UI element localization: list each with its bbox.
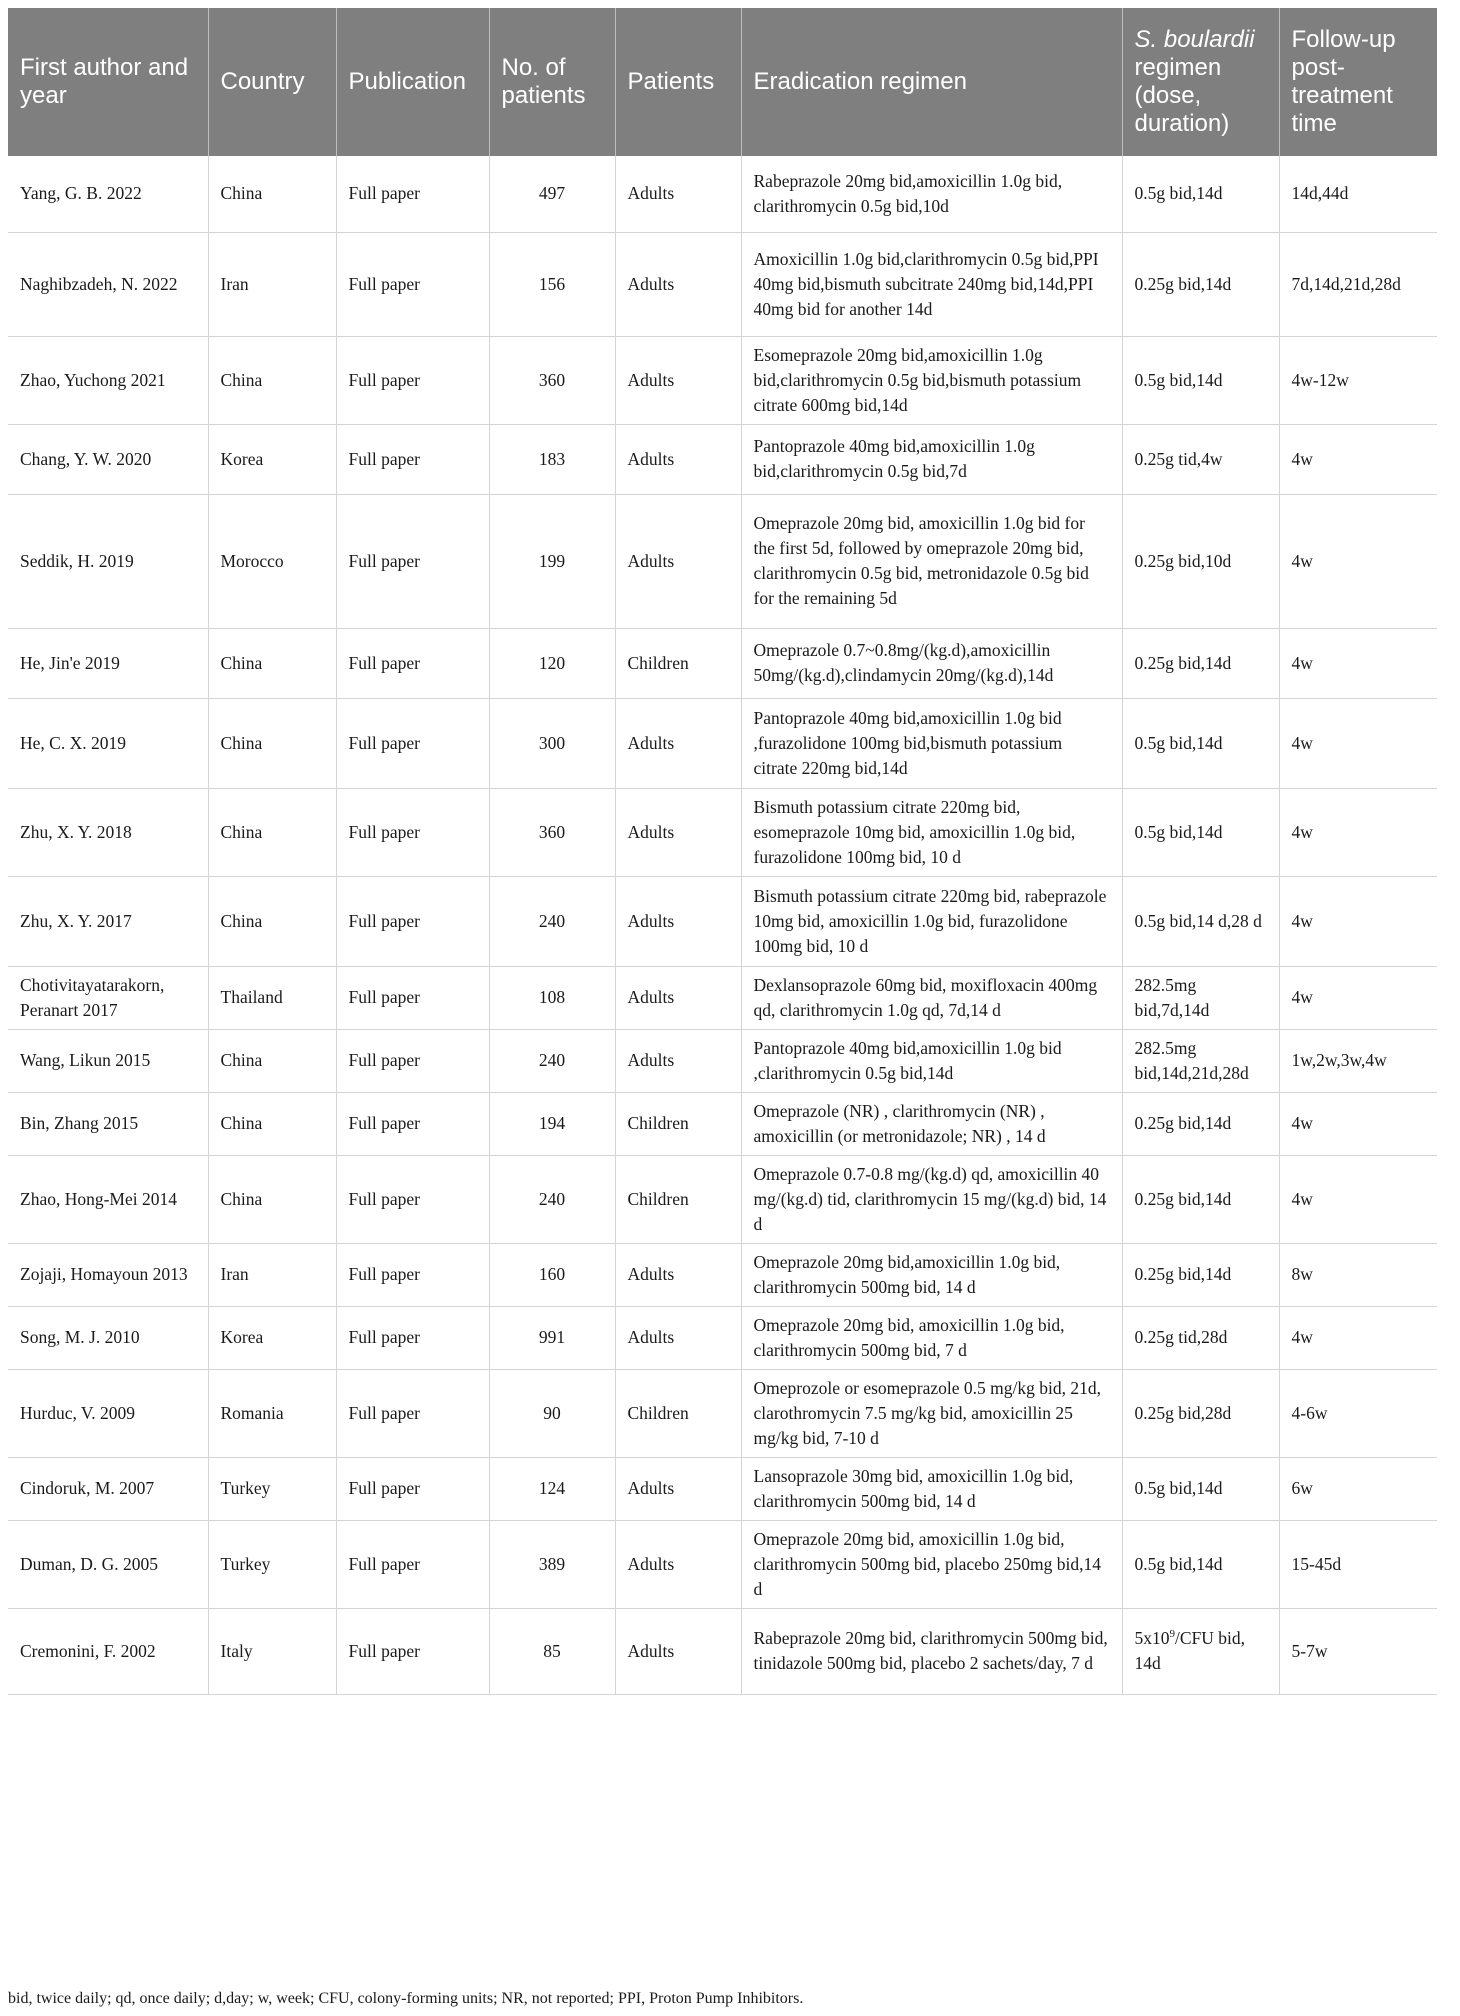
cell-sb-regimen: 282.5mg bid,7d,14d bbox=[1122, 966, 1279, 1029]
cell-eradication-regimen: Omeprazole 0.7~0.8mg/(kg.d),amoxicillin 50mg/(kg.d),clindamycin 20mg/(kg.d),14d bbox=[741, 628, 1122, 698]
cell-patients: Adults bbox=[615, 424, 741, 494]
cell-author: Zhu, X. Y. 2018 bbox=[8, 788, 208, 876]
cell-patients: Adults bbox=[615, 1608, 741, 1694]
cell-patient-count: 199 bbox=[489, 494, 615, 628]
cell-publication: Full paper bbox=[336, 876, 489, 966]
cell-sb-regimen: 0.5g bid,14d bbox=[1122, 1457, 1279, 1520]
cell-eradication-regimen: Rabeprazole 20mg bid, clarithromycin 500mg bid, tinidazole 500mg bid, placebo 2 sachets/day, 7 d bbox=[741, 1608, 1122, 1694]
cell-patients: Adults bbox=[615, 1457, 741, 1520]
cell-patient-count: 160 bbox=[489, 1243, 615, 1306]
cell-publication: Full paper bbox=[336, 156, 489, 232]
cell-patients: Adults bbox=[615, 1306, 741, 1369]
header-sb-regimen bbox=[1122, 8, 1279, 156]
cell-patient-count: 991 bbox=[489, 1306, 615, 1369]
cell-author: Cindoruk, M. 2007 bbox=[8, 1457, 208, 1520]
cell-country: China bbox=[208, 336, 336, 424]
cell-author: Seddik, H. 2019 bbox=[8, 494, 208, 628]
cell-publication: Full paper bbox=[336, 1092, 489, 1155]
cell-country: China bbox=[208, 156, 336, 232]
cell-author: Bin, Zhang 2015 bbox=[8, 1092, 208, 1155]
cell-country: China bbox=[208, 876, 336, 966]
header-sb-italic: S. boulardii bbox=[1134, 26, 1255, 53]
cell-follow-up: 4w bbox=[1279, 1306, 1437, 1369]
cell-publication: Full paper bbox=[336, 1029, 489, 1092]
cell-author: Chang, Y. W. 2020 bbox=[8, 424, 208, 494]
cell-patients: Adults bbox=[615, 876, 741, 966]
cell-patients: Adults bbox=[615, 966, 741, 1029]
cell-author: Zhao, Yuchong 2021 bbox=[8, 336, 208, 424]
header-eradication-regimen: Eradication regimen bbox=[741, 8, 1122, 156]
cell-patients: Adults bbox=[615, 1029, 741, 1092]
table-row bbox=[8, 876, 1437, 966]
table-row bbox=[8, 1306, 1437, 1369]
cell-patient-count: 240 bbox=[489, 1029, 615, 1092]
cell-follow-up: 4w bbox=[1279, 788, 1437, 876]
table-row bbox=[8, 628, 1437, 698]
cell-follow-up: 6w bbox=[1279, 1457, 1437, 1520]
cell-eradication-regimen: Bismuth potassium citrate 220mg bid, esomeprazole 10mg bid, amoxicillin 1.0g bid, furazolidone 100mg bid, 10 d bbox=[741, 788, 1122, 876]
cell-sb-regimen: 282.5mg bid,14d,21d,28d bbox=[1122, 1029, 1279, 1092]
table-footnote: bid, twice daily; qd, once daily; d,day; w, week; CFU, colony-forming units; NR, not reported; PPI, Proton Pump Inhibitors. bbox=[8, 1990, 804, 2007]
cell-eradication-regimen: Pantoprazole 40mg bid,amoxicillin 1.0g bid ,furazolidone 100mg bid,bismuth potassium citrate 220mg bid,14d bbox=[741, 698, 1122, 788]
cell-follow-up: 14d,44d bbox=[1279, 156, 1437, 232]
cell-eradication-regimen: Omeprazole 20mg bid, amoxicillin 1.0g bid, clarithromycin 500mg bid, placebo 250mg bid,14 d bbox=[741, 1520, 1122, 1608]
cell-sb-regimen: 0.5g bid,14d bbox=[1122, 1520, 1279, 1608]
table-row bbox=[8, 232, 1437, 336]
cell-publication: Full paper bbox=[336, 336, 489, 424]
cell-follow-up: 7d,14d,21d,28d bbox=[1279, 232, 1437, 336]
cell-patient-count: 194 bbox=[489, 1092, 615, 1155]
cell-publication: Full paper bbox=[336, 494, 489, 628]
header-country: Country bbox=[208, 8, 336, 156]
cell-follow-up: 4w bbox=[1279, 876, 1437, 966]
cell-author: Naghibzadeh, N. 2022 bbox=[8, 232, 208, 336]
table-row bbox=[8, 1243, 1437, 1306]
cell-eradication-regimen: Amoxicillin 1.0g bid,clarithromycin 0.5g bid,PPI 40mg bid,bismuth subcitrate 240mg bid,14d,PPI 40mg bid for another 14d bbox=[741, 232, 1122, 336]
header-follow-up: Follow-up post-treatment time bbox=[1279, 8, 1437, 156]
cell-author: Duman, D. G. 2005 bbox=[8, 1520, 208, 1608]
cell-country: Italy bbox=[208, 1608, 336, 1694]
cell-author: Zhao, Hong-Mei 2014 bbox=[8, 1155, 208, 1243]
cell-sb-regimen: 0.5g bid,14d bbox=[1122, 788, 1279, 876]
cell-author: He, C. X. 2019 bbox=[8, 698, 208, 788]
cell-country: Iran bbox=[208, 232, 336, 336]
cell-country: China bbox=[208, 1029, 336, 1092]
cell-follow-up: 4w bbox=[1279, 1092, 1437, 1155]
cell-follow-up: 4w bbox=[1279, 424, 1437, 494]
cell-sb-regimen: 0.25g tid,28d bbox=[1122, 1306, 1279, 1369]
cell-patient-count: 183 bbox=[489, 424, 615, 494]
cell-country: Turkey bbox=[208, 1520, 336, 1608]
cell-publication: Full paper bbox=[336, 1520, 489, 1608]
cell-patient-count: 497 bbox=[489, 156, 615, 232]
cell-patients: Adults bbox=[615, 156, 741, 232]
cell-author: He, Jin'e 2019 bbox=[8, 628, 208, 698]
cell-sb-regimen: 0.5g bid,14 d,28 d bbox=[1122, 876, 1279, 966]
cell-sb-regimen: 0.25g bid,28d bbox=[1122, 1369, 1279, 1457]
cell-publication: Full paper bbox=[336, 424, 489, 494]
cell-patient-count: 108 bbox=[489, 966, 615, 1029]
cell-author: Zojaji, Homayoun 2013 bbox=[8, 1243, 208, 1306]
header-no-of-patients: No. of patients bbox=[489, 8, 615, 156]
cell-sb-regimen bbox=[1122, 1608, 1279, 1694]
table-body bbox=[8, 156, 1437, 1694]
cell-patients: Adults bbox=[615, 1243, 741, 1306]
table-row bbox=[8, 336, 1437, 424]
cell-eradication-regimen: Pantoprazole 40mg bid,amoxicillin 1.0g bid,clarithromycin 0.5g bid,7d bbox=[741, 424, 1122, 494]
cell-sb-regimen: 0.25g bid,14d bbox=[1122, 1243, 1279, 1306]
cell-eradication-regimen: Rabeprazole 20mg bid,amoxicillin 1.0g bid, clarithromycin 0.5g bid,10d bbox=[741, 156, 1122, 232]
cell-country: China bbox=[208, 1155, 336, 1243]
cell-follow-up: 8w bbox=[1279, 1243, 1437, 1306]
table-row bbox=[8, 698, 1437, 788]
table-row bbox=[8, 1369, 1437, 1457]
cell-follow-up: 4-6w bbox=[1279, 1369, 1437, 1457]
table-row bbox=[8, 1457, 1437, 1520]
sb-dose-exponent: 9 bbox=[1169, 1628, 1175, 1641]
cell-patient-count: 389 bbox=[489, 1520, 615, 1608]
cell-publication: Full paper bbox=[336, 698, 489, 788]
cell-publication: Full paper bbox=[336, 966, 489, 1029]
cell-patients: Adults bbox=[615, 698, 741, 788]
cell-country: Iran bbox=[208, 1243, 336, 1306]
cell-author: Hurduc, V. 2009 bbox=[8, 1369, 208, 1457]
cell-patient-count: 240 bbox=[489, 1155, 615, 1243]
sb-dose-tail: /CFU bid, 14d bbox=[1134, 1628, 1246, 1673]
table-row bbox=[8, 424, 1437, 494]
cell-sb-regimen: 0.5g bid,14d bbox=[1122, 156, 1279, 232]
cell-follow-up: 15-45d bbox=[1279, 1520, 1437, 1608]
cell-sb-regimen: 0.25g bid,14d bbox=[1122, 628, 1279, 698]
table-row bbox=[8, 494, 1437, 628]
table-row bbox=[8, 1029, 1437, 1092]
cell-sb-regimen: 0.25g tid,4w bbox=[1122, 424, 1279, 494]
cell-publication: Full paper bbox=[336, 1306, 489, 1369]
cell-country: Korea bbox=[208, 424, 336, 494]
cell-patient-count: 90 bbox=[489, 1369, 615, 1457]
table-header-row bbox=[8, 8, 1437, 156]
sb-dose-base: 5x10 bbox=[1134, 1628, 1170, 1648]
table-row bbox=[8, 1520, 1437, 1608]
cell-eradication-regimen: Omeprazole 0.7-0.8 mg/(kg.d) qd, amoxicillin 40 mg/(kg.d) tid, clarithromycin 15 mg/(kg.d) bid, 14 d bbox=[741, 1155, 1122, 1243]
cell-country: China bbox=[208, 628, 336, 698]
cell-country: Morocco bbox=[208, 494, 336, 628]
cell-patients: Children bbox=[615, 1092, 741, 1155]
header-first-author: First author and year bbox=[8, 8, 208, 156]
cell-author: Zhu, X. Y. 2017 bbox=[8, 876, 208, 966]
cell-country: China bbox=[208, 788, 336, 876]
cell-sb-regimen: 0.5g bid,14d bbox=[1122, 336, 1279, 424]
cell-eradication-regimen: Omeprazole 20mg bid,amoxicillin 1.0g bid, clarithromycin 500mg bid, 14 d bbox=[741, 1243, 1122, 1306]
cell-follow-up: 4w bbox=[1279, 494, 1437, 628]
cell-country: Korea bbox=[208, 1306, 336, 1369]
header-sb-rest: regimen (dose, duration) bbox=[1134, 54, 1230, 137]
cell-country: Thailand bbox=[208, 966, 336, 1029]
cell-publication: Full paper bbox=[336, 628, 489, 698]
cell-patient-count: 120 bbox=[489, 628, 615, 698]
cell-author: Yang, G. B. 2022 bbox=[8, 156, 208, 232]
cell-eradication-regimen: Omeprazole 20mg bid, amoxicillin 1.0g bid, clarithromycin 500mg bid, 7 d bbox=[741, 1306, 1122, 1369]
cell-publication: Full paper bbox=[336, 788, 489, 876]
study-characteristics-table-container bbox=[8, 8, 1401, 1695]
cell-eradication-regimen: Omeprozole or esomeprazole 0.5 mg/kg bid, 21d, clarothromycin 7.5 mg/kg bid, amoxicillin 25 mg/kg bid, 7-10 d bbox=[741, 1369, 1122, 1457]
cell-eradication-regimen: Dexlansoprazole 60mg bid, moxifloxacin 400mg qd, clarithromycin 1.0g qd, 7d,14 d bbox=[741, 966, 1122, 1029]
cell-publication: Full paper bbox=[336, 1608, 489, 1694]
table-row bbox=[8, 788, 1437, 876]
cell-follow-up: 1w,2w,3w,4w bbox=[1279, 1029, 1437, 1092]
cell-country: China bbox=[208, 1092, 336, 1155]
cell-publication: Full paper bbox=[336, 1369, 489, 1457]
cell-patient-count: 360 bbox=[489, 336, 615, 424]
cell-sb-regimen: 0.25g bid,10d bbox=[1122, 494, 1279, 628]
table-row bbox=[8, 1155, 1437, 1243]
cell-patient-count: 85 bbox=[489, 1608, 615, 1694]
cell-follow-up: 4w bbox=[1279, 966, 1437, 1029]
table-row bbox=[8, 156, 1437, 232]
cell-sb-regimen: 0.5g bid,14d bbox=[1122, 698, 1279, 788]
cell-eradication-regimen: Pantoprazole 40mg bid,amoxicillin 1.0g bid ,clarithromycin 0.5g bid,14d bbox=[741, 1029, 1122, 1092]
cell-eradication-regimen: Omeprazole (NR) , clarithromycin (NR) , amoxicillin (or metronidazole; NR) , 14 d bbox=[741, 1092, 1122, 1155]
cell-author: Song, M. J. 2010 bbox=[8, 1306, 208, 1369]
cell-sb-regimen: 0.25g bid,14d bbox=[1122, 1092, 1279, 1155]
study-characteristics-table bbox=[8, 8, 1437, 1695]
cell-author: Cremonini, F. 2002 bbox=[8, 1608, 208, 1694]
cell-follow-up: 4w bbox=[1279, 698, 1437, 788]
cell-patient-count: 124 bbox=[489, 1457, 615, 1520]
cell-follow-up: 4w bbox=[1279, 1155, 1437, 1243]
cell-patients: Adults bbox=[615, 494, 741, 628]
cell-publication: Full paper bbox=[336, 232, 489, 336]
table-row bbox=[8, 1608, 1437, 1694]
header-patients: Patients bbox=[615, 8, 741, 156]
cell-patients: Adults bbox=[615, 336, 741, 424]
cell-country: Romania bbox=[208, 1369, 336, 1457]
cell-author: Chotivitayatarakorn, Peranart 2017 bbox=[8, 966, 208, 1029]
cell-patients: Children bbox=[615, 1155, 741, 1243]
cell-author: Wang, Likun 2015 bbox=[8, 1029, 208, 1092]
cell-patient-count: 360 bbox=[489, 788, 615, 876]
cell-patient-count: 156 bbox=[489, 232, 615, 336]
cell-sb-regimen: 0.25g bid,14d bbox=[1122, 1155, 1279, 1243]
cell-eradication-regimen: Omeprazole 20mg bid, amoxicillin 1.0g bid for the first 5d, followed by omeprazole 20mg bid, clarithromycin 0.5g bid, metronidazole 0.5g bid for the remaining 5d bbox=[741, 494, 1122, 628]
cell-sb-regimen: 0.25g bid,14d bbox=[1122, 232, 1279, 336]
cell-follow-up: 5-7w bbox=[1279, 1608, 1437, 1694]
cell-eradication-regimen: Lansoprazole 30mg bid, amoxicillin 1.0g bid, clarithromycin 500mg bid, 14 d bbox=[741, 1457, 1122, 1520]
header-publication: Publication bbox=[336, 8, 489, 156]
cell-patient-count: 300 bbox=[489, 698, 615, 788]
cell-publication: Full paper bbox=[336, 1155, 489, 1243]
cell-patients: Adults bbox=[615, 232, 741, 336]
cell-follow-up: 4w bbox=[1279, 628, 1437, 698]
cell-patients: Adults bbox=[615, 1520, 741, 1608]
cell-eradication-regimen: Esomeprazole 20mg bid,amoxicillin 1.0g bid,clarithromycin 0.5g bid,bismuth potassium citrate 600mg bid,14d bbox=[741, 336, 1122, 424]
cell-country: China bbox=[208, 698, 336, 788]
table-row bbox=[8, 966, 1437, 1029]
table-row bbox=[8, 1092, 1437, 1155]
cell-patients: Adults bbox=[615, 788, 741, 876]
cell-country: Turkey bbox=[208, 1457, 336, 1520]
cell-publication: Full paper bbox=[336, 1457, 489, 1520]
cell-publication: Full paper bbox=[336, 1243, 489, 1306]
cell-eradication-regimen: Bismuth potassium citrate 220mg bid, rabeprazole 10mg bid, amoxicillin 1.0g bid, furazolidone 100mg bid, 10 d bbox=[741, 876, 1122, 966]
cell-patients: Children bbox=[615, 1369, 741, 1457]
cell-follow-up: 4w-12w bbox=[1279, 336, 1437, 424]
cell-patient-count: 240 bbox=[489, 876, 615, 966]
cell-patients: Children bbox=[615, 628, 741, 698]
